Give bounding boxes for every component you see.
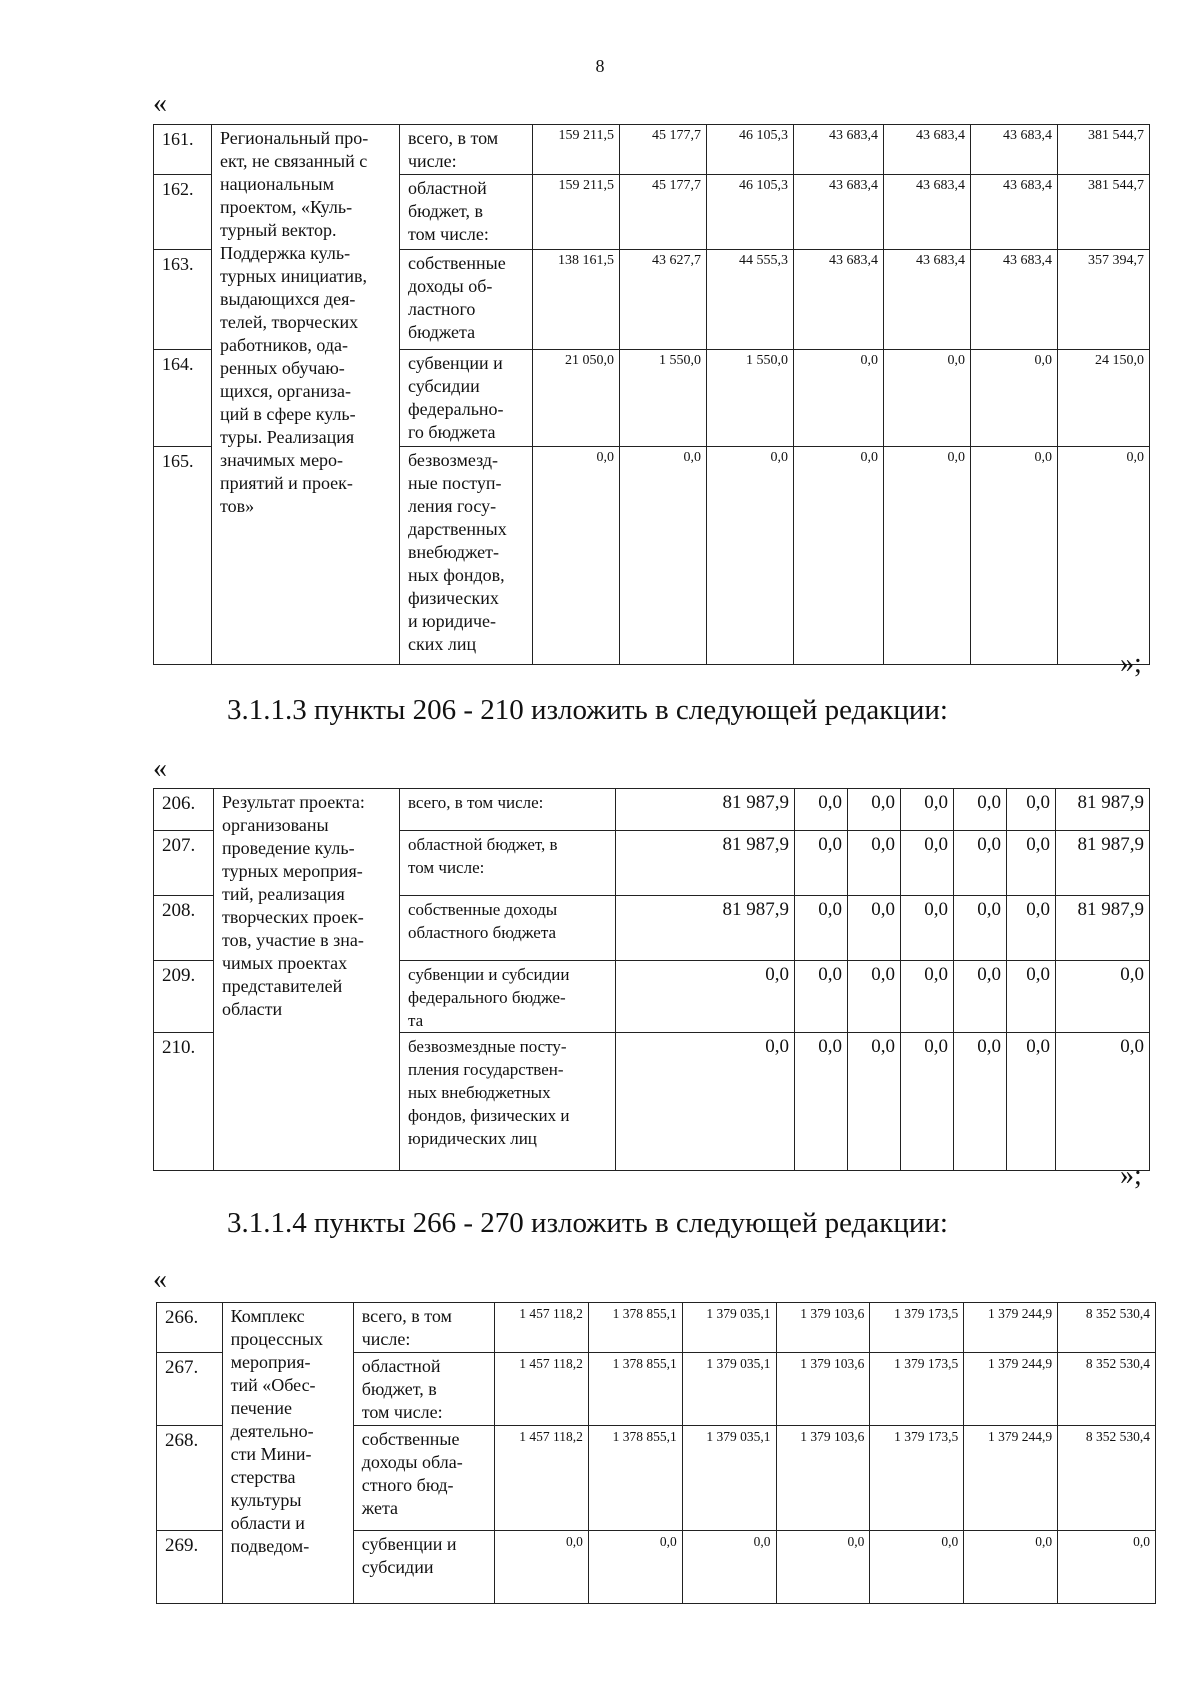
amount-cell: 0,0 — [795, 789, 848, 831]
funding-source-label: собственные доходы обла- стного бюд- жета — [353, 1426, 494, 1531]
amount-cell: 1 379 035,1 — [682, 1303, 776, 1353]
project-description: Результат проекта: организованы проведение куль- турных мероприя- тий, реализация творческих проек- тов, участие в зна- чимых проектах представителей области — [214, 789, 400, 1171]
amount-cell: 81 987,9 — [616, 896, 795, 961]
amount-cell: 381 544,7 — [1058, 175, 1150, 250]
funding-source-label: безвозмезд- ные поступ- ления госу- дарственных внебюджет- ных фондов, физических и юридиче- ских лиц — [400, 447, 533, 665]
amount-cell: 1 378 855,1 — [588, 1303, 682, 1353]
amount-cell: 8 352 530,4 — [1058, 1303, 1156, 1353]
row-number: 266. — [157, 1303, 223, 1353]
amount-cell: 81 987,9 — [1056, 831, 1150, 896]
budget-table-161-165 — [153, 124, 1150, 665]
amount-cell: 0,0 — [848, 831, 901, 896]
amount-cell: 8 352 530,4 — [1058, 1426, 1156, 1531]
funding-source-label: собственные доходы областного бюджета — [400, 896, 616, 961]
amount-cell: 0,0 — [795, 961, 848, 1033]
amount-cell: 0,0 — [620, 447, 707, 665]
funding-source-label: областной бюджет, в том числе: — [400, 831, 616, 896]
open-quote: « — [153, 1264, 167, 1295]
amount-cell: 0,0 — [1007, 789, 1056, 831]
amount-cell: 0,0 — [1056, 1033, 1150, 1171]
amount-cell: 43 683,4 — [884, 250, 971, 350]
budget-table-266-270 — [156, 1302, 1156, 1604]
funding-source-label: субвенции и субсидии федерально- го бюджета — [400, 350, 533, 447]
open-quote: « — [153, 753, 167, 784]
amount-cell: 0,0 — [954, 896, 1007, 961]
amount-cell: 0,0 — [870, 1531, 964, 1604]
table-row — [154, 789, 1150, 831]
amount-cell: 138 161,5 — [533, 250, 620, 350]
row-number: 164. — [154, 350, 212, 447]
amount-cell: 0,0 — [616, 1033, 795, 1171]
amount-cell: 1 379 244,9 — [964, 1426, 1058, 1531]
row-number: 207. — [154, 831, 214, 896]
amount-cell: 0,0 — [1007, 896, 1056, 961]
amount-cell: 81 987,9 — [616, 789, 795, 831]
amount-cell: 43 683,4 — [794, 250, 884, 350]
amount-cell: 1 379 173,5 — [870, 1353, 964, 1426]
amount-cell: 1 550,0 — [620, 350, 707, 447]
amount-cell: 81 987,9 — [1056, 896, 1150, 961]
amount-cell: 1 457 118,2 — [495, 1303, 589, 1353]
row-number: 206. — [154, 789, 214, 831]
project-description: Комплекс процессных мероприя- тий «Обес- печение деятельно- сти Мини- стерства культуры области и подведом- — [222, 1303, 353, 1604]
amount-cell: 0,0 — [954, 961, 1007, 1033]
amount-cell: 0,0 — [901, 789, 954, 831]
amount-cell: 0,0 — [848, 961, 901, 1033]
table-row — [157, 1303, 1156, 1353]
amount-cell: 0,0 — [848, 896, 901, 961]
amount-cell: 43 627,7 — [620, 250, 707, 350]
funding-source-label: всего, в том числе: — [353, 1303, 494, 1353]
amount-cell: 1 379 103,6 — [776, 1303, 870, 1353]
project-description: Региональный про- ект, не связанный с национальным проектом, «Куль- турный вектор. Поддержка куль- турных инициатив, выдающихся дея- телей, творческих работников, ода- ренных обучаю- щихся, организа- ций в сфере куль- туры. Реализация значимых меро- приятий и проек- тов» — [212, 125, 400, 665]
funding-source-label: безвозмездные посту- пления государствен- ных внебюджетных фондов, физических и юридических лиц — [400, 1033, 616, 1171]
section-heading-206-210: 3.1.1.3 пункты 206 - 210 изложить в следующей редакции: — [227, 694, 948, 726]
row-number: 163. — [154, 250, 212, 350]
funding-source-label: всего, в том числе: — [400, 125, 533, 175]
amount-cell: 0,0 — [954, 1033, 1007, 1171]
amount-cell: 0,0 — [1007, 1033, 1056, 1171]
page-number: 8 — [595, 56, 605, 76]
amount-cell: 1 378 855,1 — [588, 1353, 682, 1426]
amount-cell: 1 379 173,5 — [870, 1426, 964, 1531]
amount-cell: 43 683,4 — [884, 175, 971, 250]
amount-cell: 1 379 035,1 — [682, 1353, 776, 1426]
amount-cell: 0,0 — [794, 350, 884, 447]
row-number: 162. — [154, 175, 212, 250]
amount-cell: 1 457 118,2 — [495, 1426, 589, 1531]
amount-cell: 0,0 — [971, 350, 1058, 447]
amount-cell: 0,0 — [901, 896, 954, 961]
row-number: 165. — [154, 447, 212, 665]
funding-source-label: областной бюджет, в том числе: — [400, 175, 533, 250]
row-number: 210. — [154, 1033, 214, 1171]
amount-cell: 0,0 — [901, 1033, 954, 1171]
amount-cell: 44 555,3 — [707, 250, 794, 350]
amount-cell: 0,0 — [1058, 447, 1150, 665]
amount-cell: 1 379 103,6 — [776, 1353, 870, 1426]
funding-source-label: областной бюджет, в том числе: — [353, 1353, 494, 1426]
amount-cell: 46 105,3 — [707, 125, 794, 175]
amount-cell: 1 379 244,9 — [964, 1353, 1058, 1426]
row-number: 269. — [157, 1531, 223, 1604]
funding-source-label: собственные доходы об- ластного бюджета — [400, 250, 533, 350]
amount-cell: 0,0 — [533, 447, 620, 665]
row-number: 268. — [157, 1426, 223, 1531]
amount-cell: 0,0 — [901, 961, 954, 1033]
amount-cell: 1 550,0 — [707, 350, 794, 447]
amount-cell: 1 379 035,1 — [682, 1426, 776, 1531]
amount-cell: 357 394,7 — [1058, 250, 1150, 350]
amount-cell: 21 050,0 — [533, 350, 620, 447]
amount-cell: 1 378 855,1 — [588, 1426, 682, 1531]
close-quote: »; — [1120, 1160, 1142, 1191]
amount-cell: 0,0 — [901, 831, 954, 896]
table-row — [154, 125, 1150, 175]
row-number: 161. — [154, 125, 212, 175]
amount-cell: 0,0 — [1007, 961, 1056, 1033]
budget-table-206-210 — [153, 788, 1150, 1171]
amount-cell: 159 211,5 — [533, 175, 620, 250]
amount-cell: 24 150,0 — [1058, 350, 1150, 447]
amount-cell: 43 683,4 — [884, 125, 971, 175]
amount-cell: 381 544,7 — [1058, 125, 1150, 175]
row-number: 209. — [154, 961, 214, 1033]
amount-cell: 0,0 — [616, 961, 795, 1033]
amount-cell: 159 211,5 — [533, 125, 620, 175]
row-number: 267. — [157, 1353, 223, 1426]
close-quote: »; — [1120, 648, 1142, 679]
amount-cell: 0,0 — [682, 1531, 776, 1604]
amount-cell: 0,0 — [848, 789, 901, 831]
funding-source-label: субвенции и субсидии — [353, 1531, 494, 1604]
amount-cell: 8 352 530,4 — [1058, 1353, 1156, 1426]
amount-cell: 81 987,9 — [616, 831, 795, 896]
amount-cell: 43 683,4 — [794, 175, 884, 250]
amount-cell: 0,0 — [884, 350, 971, 447]
amount-cell: 81 987,9 — [1056, 789, 1150, 831]
amount-cell: 1 379 244,9 — [964, 1303, 1058, 1353]
amount-cell: 0,0 — [1058, 1531, 1156, 1604]
amount-cell: 0,0 — [588, 1531, 682, 1604]
amount-cell: 43 683,4 — [794, 125, 884, 175]
amount-cell: 45 177,7 — [620, 125, 707, 175]
amount-cell: 0,0 — [954, 789, 1007, 831]
amount-cell: 0,0 — [795, 831, 848, 896]
amount-cell: 0,0 — [971, 447, 1058, 665]
funding-source-label: всего, в том числе: — [400, 789, 616, 831]
amount-cell: 0,0 — [776, 1531, 870, 1604]
amount-cell: 0,0 — [964, 1531, 1058, 1604]
funding-source-label: субвенции и субсидии федерального бюдже- та — [400, 961, 616, 1033]
amount-cell: 0,0 — [795, 1033, 848, 1171]
amount-cell: 43 683,4 — [971, 250, 1058, 350]
amount-cell: 43 683,4 — [971, 125, 1058, 175]
open-quote: « — [153, 88, 167, 119]
row-number: 208. — [154, 896, 214, 961]
amount-cell: 1 379 173,5 — [870, 1303, 964, 1353]
amount-cell: 0,0 — [954, 831, 1007, 896]
amount-cell: 0,0 — [795, 896, 848, 961]
amount-cell: 1 379 103,6 — [776, 1426, 870, 1531]
amount-cell: 0,0 — [495, 1531, 589, 1604]
amount-cell: 0,0 — [1056, 961, 1150, 1033]
amount-cell: 43 683,4 — [971, 175, 1058, 250]
amount-cell: 0,0 — [707, 447, 794, 665]
amount-cell: 0,0 — [884, 447, 971, 665]
amount-cell: 0,0 — [1007, 831, 1056, 896]
amount-cell: 0,0 — [794, 447, 884, 665]
amount-cell: 46 105,3 — [707, 175, 794, 250]
amount-cell: 45 177,7 — [620, 175, 707, 250]
section-heading-266-270: 3.1.1.4 пункты 266 - 270 изложить в следующей редакции: — [227, 1207, 948, 1239]
amount-cell: 1 457 118,2 — [495, 1353, 589, 1426]
amount-cell: 0,0 — [848, 1033, 901, 1171]
